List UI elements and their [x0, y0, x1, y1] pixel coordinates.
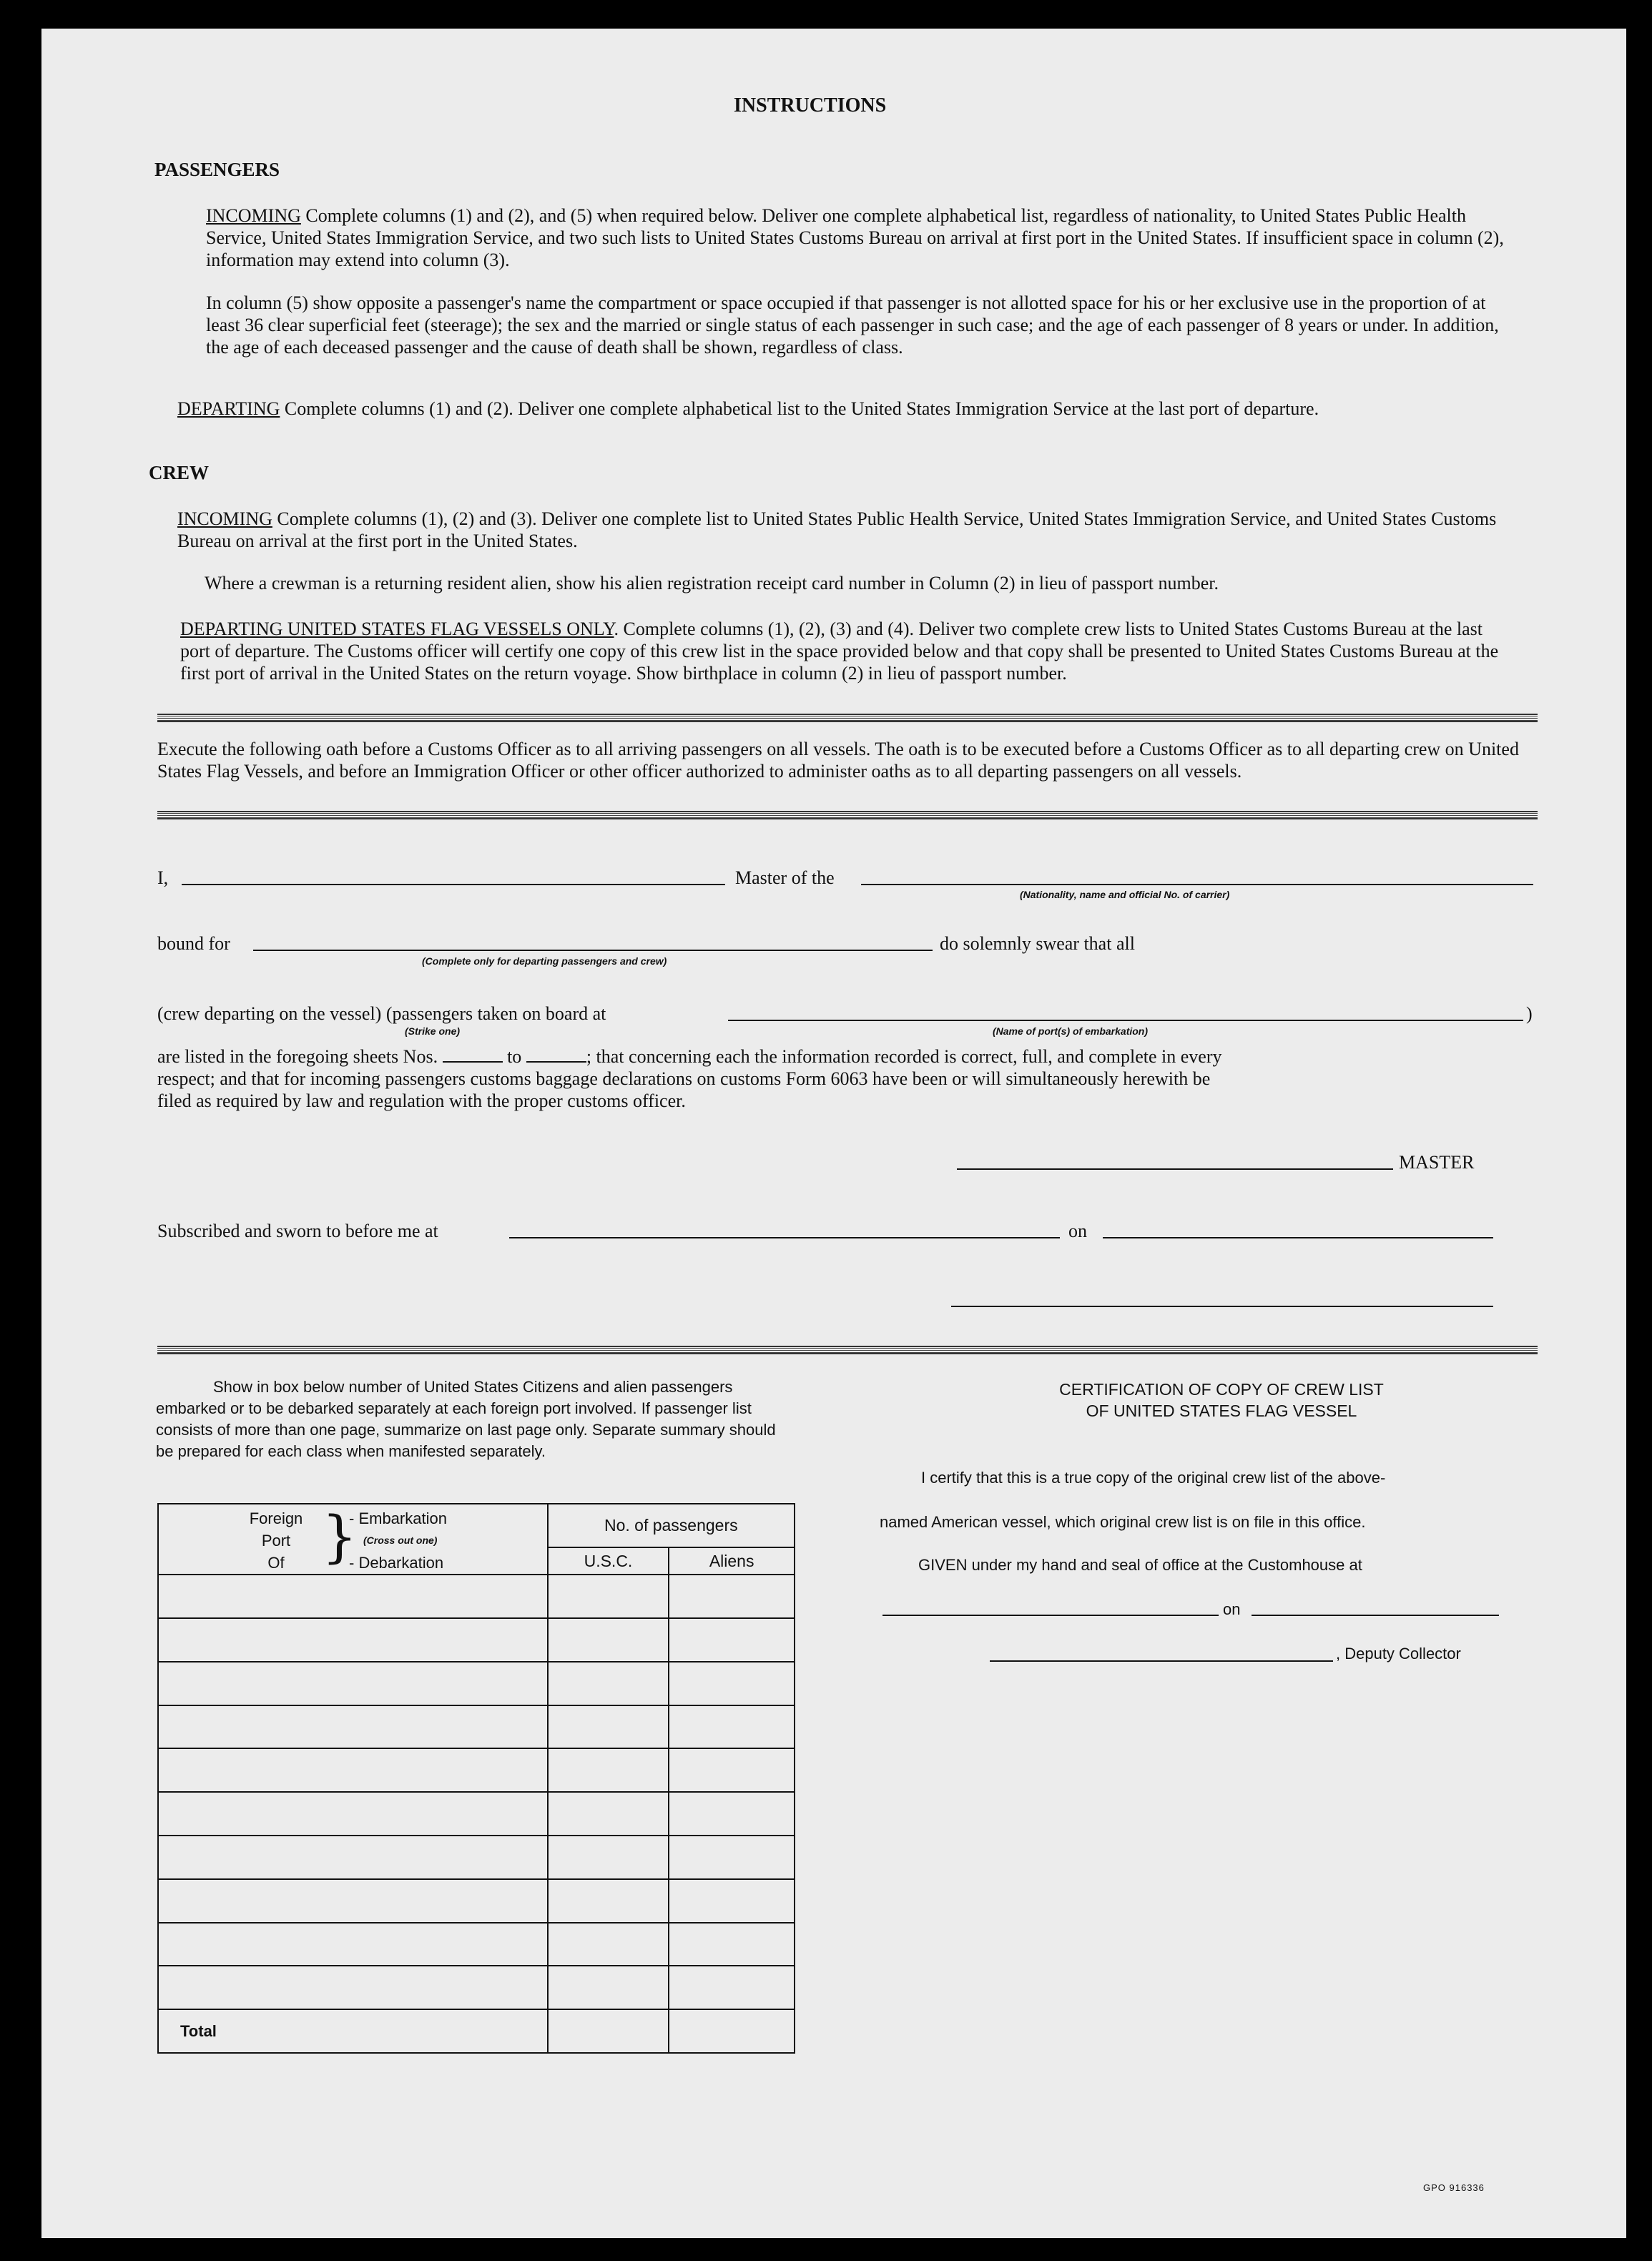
usc-cell[interactable] — [548, 1792, 669, 1836]
port-cell[interactable] — [158, 1923, 548, 1966]
officer-signature-field[interactable] — [951, 1306, 1493, 1307]
passengers-heading: PASSENGERS — [154, 159, 280, 180]
deputy-signature-field[interactable] — [990, 1660, 1333, 1662]
aliens-cell[interactable] — [669, 1879, 795, 1923]
section-divider — [157, 1346, 1538, 1354]
certification-line3: GIVEN under my hand and seal of office at the Customhouse at — [918, 1556, 1362, 1574]
certification-line1: I certify that this is a true copy of the original crew list of the above- — [921, 1469, 1386, 1487]
usc-total-cell[interactable] — [548, 2009, 669, 2053]
port-cell[interactable] — [158, 1792, 548, 1836]
certification-title — [900, 1379, 1543, 1422]
strike-caption: (Strike one) — [405, 1025, 461, 1037]
aliens-cell[interactable] — [669, 1705, 795, 1749]
subscribed-label: Subscribed and sworn to before me at — [157, 1221, 438, 1241]
sheet-from-field[interactable] — [443, 1061, 503, 1063]
table-row — [158, 1923, 795, 1966]
port-cell[interactable] — [158, 1705, 548, 1749]
certification-on-label: on — [1223, 1600, 1241, 1618]
certification-line2: named American vessel, which original crew list is on file in this office. — [880, 1513, 1366, 1531]
close-paren: ) — [1526, 1003, 1533, 1024]
table-row — [158, 1792, 795, 1836]
bound-for-label: bound for — [157, 933, 230, 954]
summary-instructions: Show in box below number of United States Citizens and alien passengers embarked or to be debarked separately at each foreign port involved. If passenger list consists of more than one page, summarize on last page only. Separate summary should be prepared for each class when manifested separately. — [156, 1378, 776, 1460]
instructions-title: INSTRUCTIONS — [734, 94, 887, 117]
usc-cell[interactable] — [548, 1705, 669, 1749]
oath-instructions: Execute the following oath before a Customs Officer as to all arriving passengers on all vessels. The oath is to be executed before a Customs Officer as to all departing crew on United States Flag Vessels, and before an Immigration Officer or other officer authorized to administer oaths as to all departing passengers on all vessels. — [157, 739, 1519, 782]
usc-cell[interactable] — [548, 1836, 669, 1879]
aliens-cell[interactable] — [669, 1966, 795, 2009]
aliens-header: Aliens — [669, 1547, 795, 1575]
table-row — [158, 1836, 795, 1879]
port-cell[interactable] — [158, 1662, 548, 1705]
crew-incoming-paragraph — [177, 508, 1508, 552]
bound-for-field[interactable] — [253, 950, 933, 951]
aliens-cell[interactable] — [669, 1748, 795, 1792]
master-label: MASTER — [1399, 1152, 1475, 1173]
embarkation-label: - Embarkation — [349, 1509, 447, 1527]
certification-title-line1: CERTIFICATION OF COPY OF CREW LIST — [1059, 1380, 1384, 1399]
usc-cell[interactable] — [548, 1923, 669, 1966]
usc-cell[interactable] — [548, 1966, 669, 2009]
passengers-departing-label: DEPARTING — [177, 398, 280, 419]
customhouse-field[interactable] — [882, 1615, 1219, 1616]
passengers-departing-text: Complete columns (1) and (2). Deliver one complete alphabetical list to the United States Immigration Service at the last port of departure. — [284, 398, 1319, 419]
carrier-caption: (Nationality, name and official No. of carrier) — [1020, 889, 1230, 900]
oath-i-label: I, — [157, 867, 169, 888]
bound-caption: (Complete only for departing passengers and crew) — [422, 955, 667, 967]
port-cell[interactable] — [158, 1836, 548, 1879]
deputy-collector-label: , Deputy Collector — [1336, 1645, 1461, 1662]
carrier-field[interactable] — [861, 884, 1533, 885]
port-label: Port — [261, 1532, 291, 1550]
passenger-summary-table — [157, 1503, 795, 2054]
port-cell[interactable] — [158, 1966, 548, 2009]
port-cell[interactable] — [158, 1879, 548, 1923]
listed-line — [157, 1045, 1538, 1068]
crew-resident-text: Where a crewman is a returning resident alien, show his alien registration receipt card number in Column (2) in lieu of passport number. — [205, 573, 1219, 593]
aliens-cell[interactable] — [669, 1662, 795, 1705]
master-name-field[interactable] — [182, 884, 725, 885]
usc-header: U.S.C. — [548, 1547, 669, 1575]
crew-departing-label: DEPARTING UNITED STATES FLAG VESSELS ONLY — [180, 619, 614, 639]
sworn-date-field[interactable] — [1103, 1237, 1493, 1238]
table-row — [158, 1879, 795, 1923]
aliens-cell[interactable] — [669, 1836, 795, 1879]
master-of-the-label: Master of the — [735, 867, 835, 888]
aliens-cell[interactable] — [669, 1575, 795, 1618]
passengers-incoming-text: Complete columns (1) and (2), and (5) when required below. Deliver one complete alphabetical list, regardless of nationality, to United States Public Health Service, United States Immigration Service, and two such lists to United States Customs Bureau on arrival at first port in the United States. If insufficient space in column (2), information may extend into column (3). — [206, 205, 1504, 270]
usc-cell[interactable] — [548, 1879, 669, 1923]
form-page — [41, 29, 1626, 2238]
brace-glyph: } — [322, 1505, 358, 1570]
certification-date-field[interactable] — [1252, 1615, 1499, 1616]
listed-prefix: are listed in the foregoing sheets Nos. — [157, 1046, 438, 1067]
table-row — [158, 1748, 795, 1792]
crew-departing-label: (crew departing on the vessel) (passengers taken on board at — [157, 1003, 606, 1024]
table-row — [158, 1575, 795, 1618]
cross-out-label: (Cross out one) — [363, 1535, 438, 1546]
footer-code: GPO 916336 — [1423, 2182, 1485, 2193]
passengers-column5-text: In column (5) show opposite a passenger's name the compartment or space occupied if that passenger is not allotted space for his or her exclusive use in the proportion of at least 36 clear superficial feet (steerage); the sex and the married or single status of each passenger in such case; and the age of each passenger of 8 years or under. In addition, the age of each deceased passenger and the cause of death shall be shown, regardless of class. — [206, 292, 1499, 358]
crew-departing-text: . Complete columns (1), (2), (3) and (4). Deliver two complete crew lists to United States Customs Bureau at the last port of departure. The Customs officer will certify one copy of this crew list in the space provided below and that copy shall be presented to United States Customs Bureau at the first port of arrival in the United States on the return voyage. Show birthplace in column (2) in lieu of passport number. — [180, 619, 1499, 684]
of-label: Of — [267, 1554, 285, 1572]
passengers-departing-paragraph — [177, 398, 1515, 420]
usc-cell[interactable] — [548, 1575, 669, 1618]
debarkation-label: - Debarkation — [349, 1554, 444, 1572]
sheet-to-field[interactable] — [526, 1061, 586, 1063]
table-row — [158, 1662, 795, 1705]
on-label: on — [1068, 1221, 1087, 1241]
passengers-incoming-label: INCOMING — [206, 205, 301, 226]
port-header-cell — [158, 1504, 548, 1575]
to-label: to — [507, 1046, 522, 1067]
port-cell[interactable] — [158, 1748, 548, 1792]
listed-rest: ; that concerning each the information recorded is correct, full, and complete in every — [586, 1046, 1222, 1067]
section-divider — [157, 714, 1538, 722]
embarkation-port-field[interactable] — [728, 1020, 1523, 1021]
aliens-total-cell[interactable] — [669, 2009, 795, 2053]
usc-cell[interactable] — [548, 1748, 669, 1792]
table-row — [158, 1966, 795, 2009]
master-signature-field[interactable] — [957, 1168, 1393, 1170]
aliens-cell[interactable] — [669, 1792, 795, 1836]
oath-line2: respect; and that for incoming passengers customs baggage declarations on customs Form 6063 have been or will simultaneously herewith be — [157, 1068, 1211, 1089]
section-divider — [157, 811, 1538, 819]
swear-label: do solemnly swear that all — [940, 933, 1135, 954]
usc-cell[interactable] — [548, 1618, 669, 1662]
sworn-place-field[interactable] — [509, 1237, 1060, 1238]
passengers-incoming-paragraph — [206, 205, 1515, 271]
table-row — [158, 1705, 795, 1749]
crew-incoming-label: INCOMING — [177, 508, 272, 529]
usc-cell[interactable] — [548, 1662, 669, 1705]
foreign-label: Foreign — [249, 1509, 303, 1527]
aliens-cell[interactable] — [669, 1618, 795, 1662]
crew-incoming-text: Complete columns (1), (2) and (3). Deliver one complete list to United States Public Health Service, United States Immigration Service, and United States Customs Bureau on arrival at the first port in the United States. — [177, 508, 1497, 551]
certification-title-line2: OF UNITED STATES FLAG VESSEL — [1086, 1402, 1357, 1420]
crew-heading: CREW — [149, 462, 210, 483]
aliens-cell[interactable] — [669, 1923, 795, 1966]
port-cell[interactable] — [158, 1575, 548, 1618]
port-caption: (Name of port(s) of embarkation) — [993, 1025, 1149, 1037]
total-row — [158, 2009, 795, 2053]
crew-departing-paragraph — [180, 618, 1510, 684]
port-cell[interactable] — [158, 1618, 548, 1662]
no-passengers-header: No. of passengers — [548, 1504, 795, 1547]
total-label: Total — [158, 2009, 548, 2053]
oath-line3: filed as required by law and regulation with the proper customs officer. — [157, 1090, 686, 1111]
table-row — [158, 1618, 795, 1662]
